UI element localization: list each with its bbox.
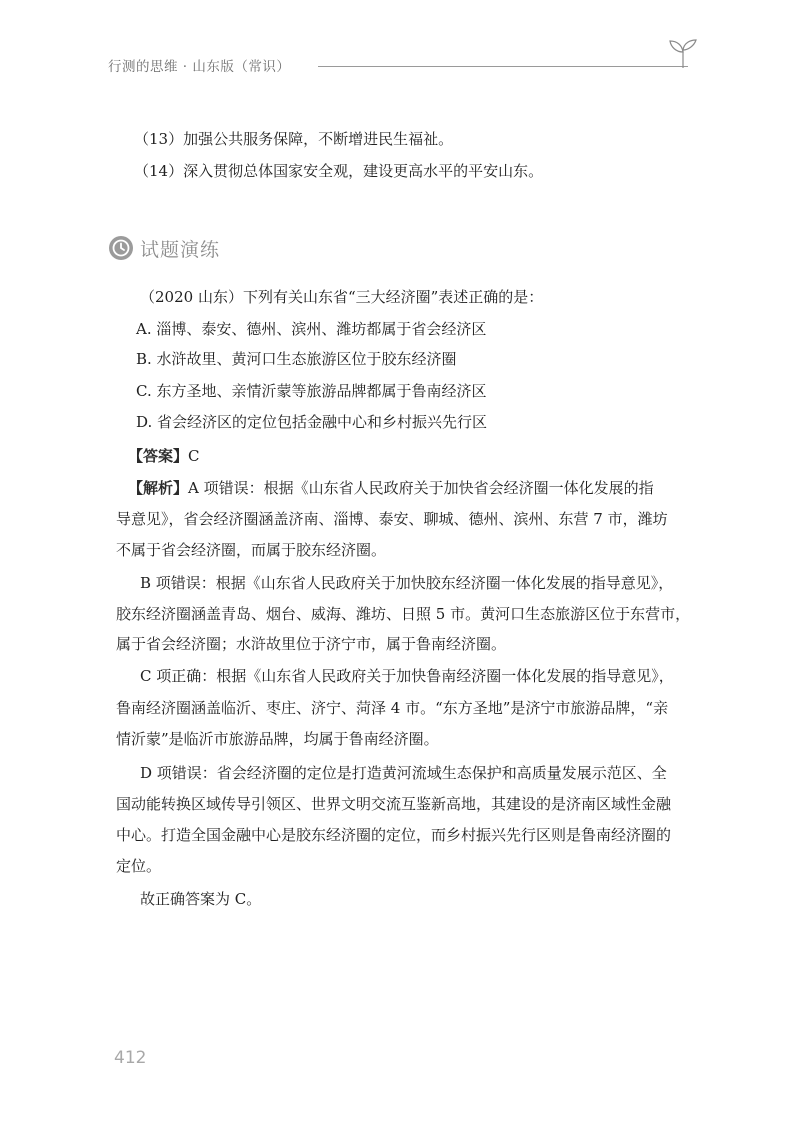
analysis-line: 导意见》，省会经济圈涵盖济南、淄博、泰安、聊城、德州、滨州、东营 7 市，潍坊	[116, 510, 668, 528]
option-d: D. 省会经济区的定位包括金融中心和乡村振兴先行区	[136, 413, 488, 431]
analysis-line: D 项错误：省会经济圈的定位是打造黄河流域生态保护和高质量发展示范区、全	[140, 764, 667, 782]
question-stem: （2020 山东）下列有关山东省“三大经济圈”表述正确的是：	[140, 288, 544, 306]
analysis-text: A 项错误：根据《山东省人民政府关于加快省会经济圈一体化发展的指	[188, 479, 654, 497]
running-header-title: 行测的思维 · 山东版（常识）	[108, 59, 291, 75]
analysis-line: 定位。	[116, 857, 162, 875]
analysis-line: 情沂蒙”是临沂市旅游品牌，均属于鲁南经济圈。	[116, 730, 439, 748]
analysis-line: 不属于省会经济圈，而属于胶东经济圈。	[116, 541, 387, 559]
conclusion-line: 故正确答案为 C。	[140, 890, 262, 908]
section-title: 试题演练	[140, 238, 221, 261]
policy-item-13: （13）加强公共服务保障，不断增进民生福祉。	[134, 130, 454, 148]
header-rule	[318, 66, 688, 67]
policy-item-14: （14）深入贯彻总体国家安全观，建设更高水平的平安山东。	[134, 162, 544, 180]
analysis-label: 【解析】	[128, 479, 189, 497]
answer-line	[128, 445, 200, 467]
analysis-line: 胶东经济圈涵盖青岛、烟台、威海、潍坊、日照 5 市。黄河口生态旅游区位于东营市，	[116, 605, 691, 623]
option-b: B. 水浒故里、黄河口生态旅游区位于胶东经济圈	[136, 350, 457, 368]
page-number: 412	[114, 1048, 147, 1068]
analysis-line: 国动能转换区域传导引领区、世界文明交流互鉴新高地，其建设的是济南区域性金融	[116, 795, 672, 813]
analysis-line: 鲁南经济圈涵盖临沂、枣庄、济宁、菏泽 4 市。“东方圣地”是济宁市旅游品牌，“亲	[116, 699, 669, 717]
analysis-line-1	[128, 477, 654, 499]
analysis-line: C 项正确：根据《山东省人民政府关于加快鲁南经济圈一体化发展的指导意见》，	[140, 667, 674, 685]
sprout-icon	[666, 38, 700, 70]
answer-label: 【答案】	[128, 447, 189, 465]
section-heading	[108, 234, 220, 262]
analysis-line: 中心。打造全国金融中心是胶东经济圈的定位，而乡村振兴先行区则是鲁南经济圈的	[116, 826, 672, 844]
analysis-line: 属于省会经济圈；水浒故里位于济宁市，属于鲁南经济圈。	[116, 635, 507, 653]
option-a: A. 淄博、泰安、德州、滨州、潍坊都属于省会经济区	[136, 320, 487, 338]
analysis-line: B 项错误：根据《山东省人民政府关于加快胶东经济圈一体化发展的指导意见》，	[140, 574, 674, 592]
clock-icon	[108, 235, 134, 261]
answer-value: C	[188, 447, 200, 465]
option-c: C. 东方圣地、亲情沂蒙等旅游品牌都属于鲁南经济区	[136, 382, 487, 400]
